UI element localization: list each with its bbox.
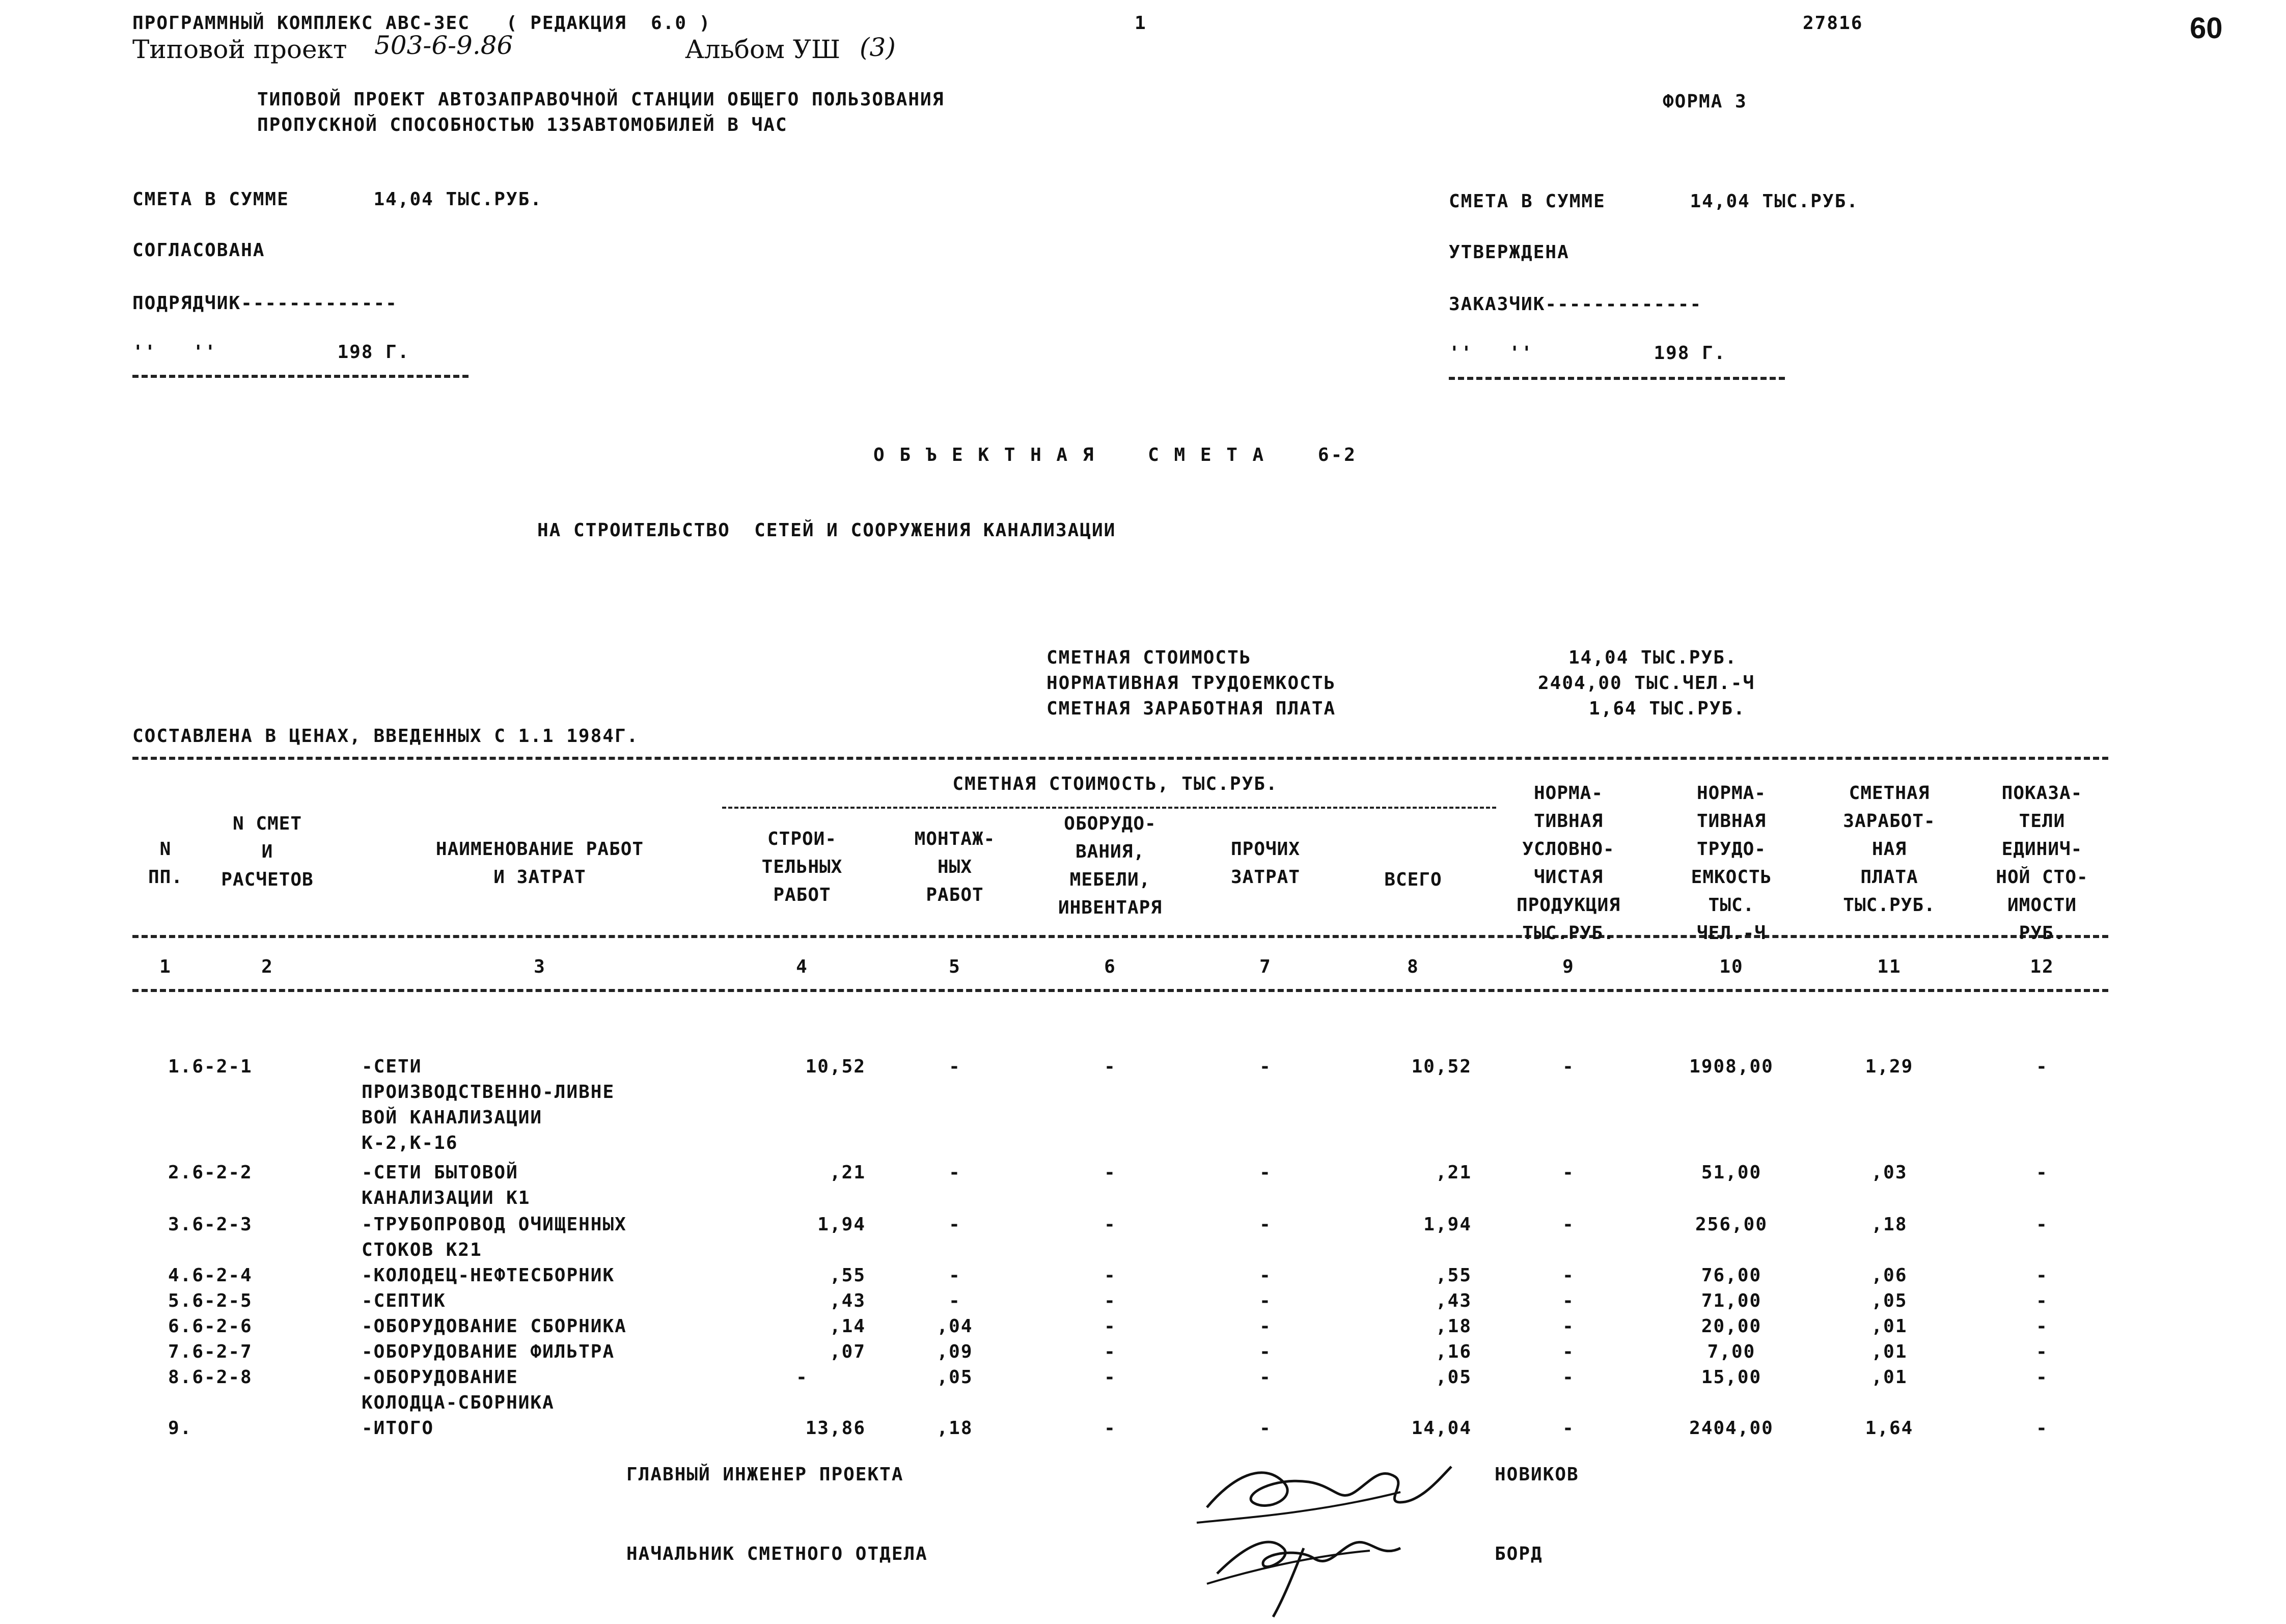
cell-c12: - [2036, 1290, 2048, 1311]
cell-number-code: 5.6-2-5 [168, 1290, 253, 1311]
cell-c9: - [1562, 1418, 1575, 1439]
title-line-2: ПРОПУСКНОЙ СПОСОБНОСТЬЮ 135АВТОМОБИЛЕЙ В ЧАС [257, 115, 788, 135]
summary-wage-label: СМЕТНАЯ ЗАРАБОТНАЯ ПЛАТА [1046, 698, 1336, 719]
column-header-2: N СМЕТ И РАСЧЕТОВ [221, 813, 314, 890]
left-party: ПОДРЯДЧИК------------- [132, 293, 398, 314]
cell-c10: 2404,00 [1689, 1418, 1774, 1439]
left-date: '' '' 198 Г. [132, 342, 410, 363]
page-number: 60 [2190, 12, 2223, 45]
right-date-underline [1449, 377, 1785, 380]
cell-c11: ,18 [1871, 1214, 1908, 1235]
doc-code: 27816 [1803, 13, 1863, 34]
project-code: 503-6-9.86 [374, 31, 513, 60]
cell-number-code: 9. [168, 1418, 192, 1439]
cell-c12: - [2036, 1265, 2048, 1286]
cell-c11: 1,64 [1865, 1418, 1914, 1439]
cell-c12: - [2036, 1162, 2048, 1183]
program-line: ПРОГРАММНЫЙ КОМПЛЕКС АВС-3ЕС ( РЕДАКЦИЯ 6.0 ) [132, 13, 711, 34]
cell-c8: ,43 [1435, 1290, 1472, 1311]
column-header-6: ОБОРУДО- ВАНИЯ, МЕБЕЛИ, ИНВЕНТАРЯ [1058, 813, 1163, 918]
album-label: Альбом УШ [685, 35, 841, 64]
cell-c8: ,55 [1435, 1265, 1472, 1286]
form-label: ФОРМА 3 [1663, 91, 1747, 112]
signature-name-2: БОРД [1495, 1544, 1543, 1564]
cell-number-code: 8.6-2-8 [168, 1367, 253, 1388]
numbers-bottom-rule [132, 989, 2108, 992]
album-part: (3) [860, 33, 896, 62]
column-number-11: 11 [1877, 956, 1902, 977]
cell-name: -СЕТИ ПРОИЗВОДСТВЕННО-ЛИВНЕ ВОЙ КАНАЛИЗАЦИИ К-2,К-16 [362, 1056, 615, 1153]
column-number-8: 8 [1407, 956, 1419, 977]
cell-c4: ,55 [829, 1265, 866, 1286]
cell-c5: ,05 [937, 1367, 973, 1388]
signature-role-1: ГЛАВНЫЙ ИНЖЕНЕР ПРОЕКТА [626, 1464, 904, 1485]
cell-c8: ,16 [1435, 1341, 1472, 1362]
cell-number-code: 2.6-2-2 [168, 1162, 253, 1183]
cell-c12: - [2036, 1341, 2048, 1362]
right-party: ЗАКАЗЧИК------------- [1449, 294, 1702, 315]
page-marker: 1 [1135, 13, 1147, 34]
summary-wage-value: 1,64 ТЫС.РУБ. [1589, 698, 1746, 719]
cell-c12: - [2036, 1418, 2048, 1439]
column-number-4: 4 [796, 956, 808, 977]
column-number-7: 7 [1259, 956, 1272, 977]
cell-c4: - [796, 1367, 808, 1388]
cell-number-code: 4.6-2-4 [168, 1265, 253, 1286]
cell-c7: - [1259, 1162, 1272, 1183]
cell-c8: 1,94 [1423, 1214, 1472, 1235]
signature-role-2: НАЧАЛЬНИК СМЕТНОГО ОТДЕЛА [626, 1544, 928, 1564]
column-number-6: 6 [1104, 956, 1116, 977]
cell-c11: ,03 [1871, 1162, 1908, 1183]
cell-c5: - [949, 1290, 961, 1311]
cell-name: -СЕТИ БЫТОВОЙ КАНАЛИЗАЦИИ К1 [362, 1162, 531, 1208]
table-top-rule [132, 757, 2108, 760]
cell-c10: 15,00 [1701, 1367, 1762, 1388]
left-sum-line: СМЕТА В СУММЕ 14,04 ТЫС.РУБ. [132, 189, 542, 210]
cell-number-code: 7.6-2-7 [168, 1341, 253, 1362]
cell-c12: - [2036, 1214, 2048, 1235]
column-header-11: СМЕТНАЯ ЗАРАБОТ- НАЯ ПЛАТА ТЫС.РУБ. [1843, 783, 1936, 916]
column-header-1: N ПП. [148, 839, 183, 888]
cell-name: -ИТОГО [362, 1418, 434, 1439]
cell-c10: 76,00 [1701, 1265, 1762, 1286]
cell-name: -ОБОРУДОВАНИЕ СБОРНИКА [362, 1316, 627, 1337]
cell-c11: ,01 [1871, 1341, 1908, 1362]
cell-c6: - [1104, 1162, 1116, 1183]
cell-c6: - [1104, 1341, 1116, 1362]
column-header-8: ВСЕГО [1384, 869, 1442, 890]
project-label: Типовой проект [132, 35, 347, 64]
cell-c8: 14,04 [1411, 1418, 1472, 1439]
cell-c4: ,07 [829, 1341, 866, 1362]
cell-c7: - [1259, 1418, 1272, 1439]
cell-c11: ,05 [1871, 1290, 1908, 1311]
column-header-3: НАИМЕНОВАНИЕ РАБОТ И ЗАТРАТ [435, 839, 644, 888]
signature-name-1: НОВИКОВ [1495, 1464, 1579, 1485]
cell-c4: ,21 [829, 1162, 866, 1183]
cell-c9: - [1562, 1290, 1575, 1311]
summary-cost-value: 14,04 ТЫС.РУБ. [1568, 647, 1738, 668]
cell-c9: - [1562, 1056, 1575, 1077]
column-number-2: 2 [261, 956, 273, 977]
cell-c6: - [1104, 1367, 1116, 1388]
cell-c4: 10,52 [805, 1056, 866, 1077]
cell-c7: - [1259, 1265, 1272, 1286]
cell-c5: ,09 [937, 1341, 973, 1362]
cell-c6: - [1104, 1418, 1116, 1439]
handwritten-signatures [1187, 1446, 1472, 1619]
cell-c11: ,06 [1871, 1265, 1908, 1286]
cell-c9: - [1562, 1341, 1575, 1362]
group-header: СМЕТНАЯ СТОИМОСТЬ, ТЫС.РУБ. [952, 774, 1278, 794]
right-status: УТВЕРЖДЕНА [1449, 242, 1569, 263]
cell-c9: - [1562, 1265, 1575, 1286]
cell-number-code: 3.6-2-3 [168, 1214, 253, 1235]
estimate-title: О Б Ъ Е К Т Н А Я С М Е Т А 6-2 [873, 445, 1357, 465]
column-header-9: НОРМА- ТИВНАЯ УСЛОВНО- ЧИСТАЯ ПРОДУКЦИЯ ТЫС.РУБ. [1516, 783, 1621, 944]
cell-name: -ОБОРУДОВАНИЕ КОЛОДЦА-СБОРНИКА [362, 1367, 555, 1413]
column-number-9: 9 [1562, 956, 1575, 977]
group-rule [722, 807, 1496, 809]
cell-c9: - [1562, 1162, 1575, 1183]
cell-c11: ,01 [1871, 1316, 1908, 1337]
cell-c12: - [2036, 1056, 2048, 1077]
column-header-4: СТРОИ- ТЕЛЬНЫХ РАБОТ [761, 829, 843, 905]
cell-c5: - [949, 1056, 961, 1077]
cell-c6: - [1104, 1316, 1116, 1337]
cell-c7: - [1259, 1214, 1272, 1235]
cell-c10: 1908,00 [1689, 1056, 1774, 1077]
cell-name: -КОЛОДЕЦ-НЕФТЕСБОРНИК [362, 1265, 615, 1286]
cell-c6: - [1104, 1265, 1116, 1286]
cell-name: -ОБОРУДОВАНИЕ ФИЛЬТРА [362, 1341, 615, 1362]
column-header-7: ПРОЧИХ ЗАТРАТ [1230, 839, 1301, 888]
cell-c5: ,04 [937, 1316, 973, 1337]
column-header-12: ПОКАЗА- ТЕЛИ ЕДИНИЧ- НОЙ СТО- ИМОСТИ РУБ. [1996, 783, 2088, 944]
cell-c10: 256,00 [1695, 1214, 1768, 1235]
cell-c8: ,18 [1435, 1316, 1472, 1337]
cell-c7: - [1259, 1290, 1272, 1311]
cell-c8: 10,52 [1411, 1056, 1472, 1077]
cell-c10: 7,00 [1707, 1341, 1756, 1362]
cell-c9: - [1562, 1367, 1575, 1388]
cell-c6: - [1104, 1056, 1116, 1077]
cell-c6: - [1104, 1290, 1116, 1311]
column-number-10: 10 [1719, 956, 1744, 977]
title-line-1: ТИПОВОЙ ПРОЕКТ АВТОЗАПРАВОЧНОЙ СТАНЦИИ ОБЩЕГО ПОЛЬЗОВАНИЯ [257, 89, 945, 110]
cell-number-code: 1.6-2-1 [168, 1056, 253, 1077]
cell-c7: - [1259, 1367, 1272, 1388]
summary-labor-value: 2404,00 ТЫС.ЧЕЛ.-Ч [1538, 673, 1755, 694]
column-header-5: МОНТАЖ- НЫХ РАБОТ [914, 829, 996, 905]
prices-note: СОСТАВЛЕНА В ЦЕНАХ, ВВЕДЕННЫХ С 1.1 1984Г. [132, 726, 639, 747]
cell-name: -ТРУБОПРОВОД ОЧИЩЕННЫХ СТОКОВ К21 [362, 1214, 627, 1260]
cell-c7: - [1259, 1316, 1272, 1337]
cell-c5: ,18 [937, 1418, 973, 1439]
column-header-10: НОРМА- ТИВНАЯ ТРУДО- ЕМКОСТЬ ТЫС. ЧЕЛ.-Ч [1691, 783, 1772, 944]
right-date: '' '' 198 Г. [1449, 343, 1726, 364]
cell-c12: - [2036, 1367, 2048, 1388]
cell-c10: 51,00 [1701, 1162, 1762, 1183]
cell-c8: ,21 [1435, 1162, 1472, 1183]
cell-c10: 20,00 [1701, 1316, 1762, 1337]
cell-c9: - [1562, 1214, 1575, 1235]
column-number-1: 1 [159, 956, 172, 977]
header-bottom-rule [132, 935, 2108, 938]
cell-c9: - [1562, 1316, 1575, 1337]
cell-c7: - [1259, 1056, 1272, 1077]
estimate-subtitle: НА СТРОИТЕЛЬСТВО СЕТЕЙ И СООРУЖЕНИЯ КАНАЛИЗАЦИИ [537, 520, 1116, 541]
cell-c6: - [1104, 1214, 1116, 1235]
summary-cost-label: СМЕТНАЯ СТОИМОСТЬ [1046, 647, 1252, 668]
column-number-3: 3 [534, 956, 546, 977]
cell-name: -СЕПТИК [362, 1290, 446, 1311]
left-status: СОГЛАСОВАНА [132, 240, 265, 261]
column-number-5: 5 [949, 956, 961, 977]
left-date-underline [132, 375, 469, 378]
cell-c4: ,14 [829, 1316, 866, 1337]
cell-number-code: 6.6-2-6 [168, 1316, 253, 1337]
cell-c12: - [2036, 1316, 2048, 1337]
cell-c10: 71,00 [1701, 1290, 1762, 1311]
cell-c4: ,43 [829, 1290, 866, 1311]
cell-c4: 13,86 [805, 1418, 866, 1439]
cell-c5: - [949, 1162, 961, 1183]
cell-c5: - [949, 1214, 961, 1235]
right-sum-line: СМЕТА В СУММЕ 14,04 ТЫС.РУБ. [1449, 191, 1859, 212]
cell-c5: - [949, 1265, 961, 1286]
cell-c7: - [1259, 1341, 1272, 1362]
cell-c8: ,05 [1435, 1367, 1472, 1388]
cell-c4: 1,94 [817, 1214, 866, 1235]
cell-c11: 1,29 [1865, 1056, 1914, 1077]
column-number-12: 12 [2030, 956, 2054, 977]
summary-labor-label: НОРМАТИВНАЯ ТРУДОЕМКОСТЬ [1046, 673, 1336, 694]
cell-c11: ,01 [1871, 1367, 1908, 1388]
